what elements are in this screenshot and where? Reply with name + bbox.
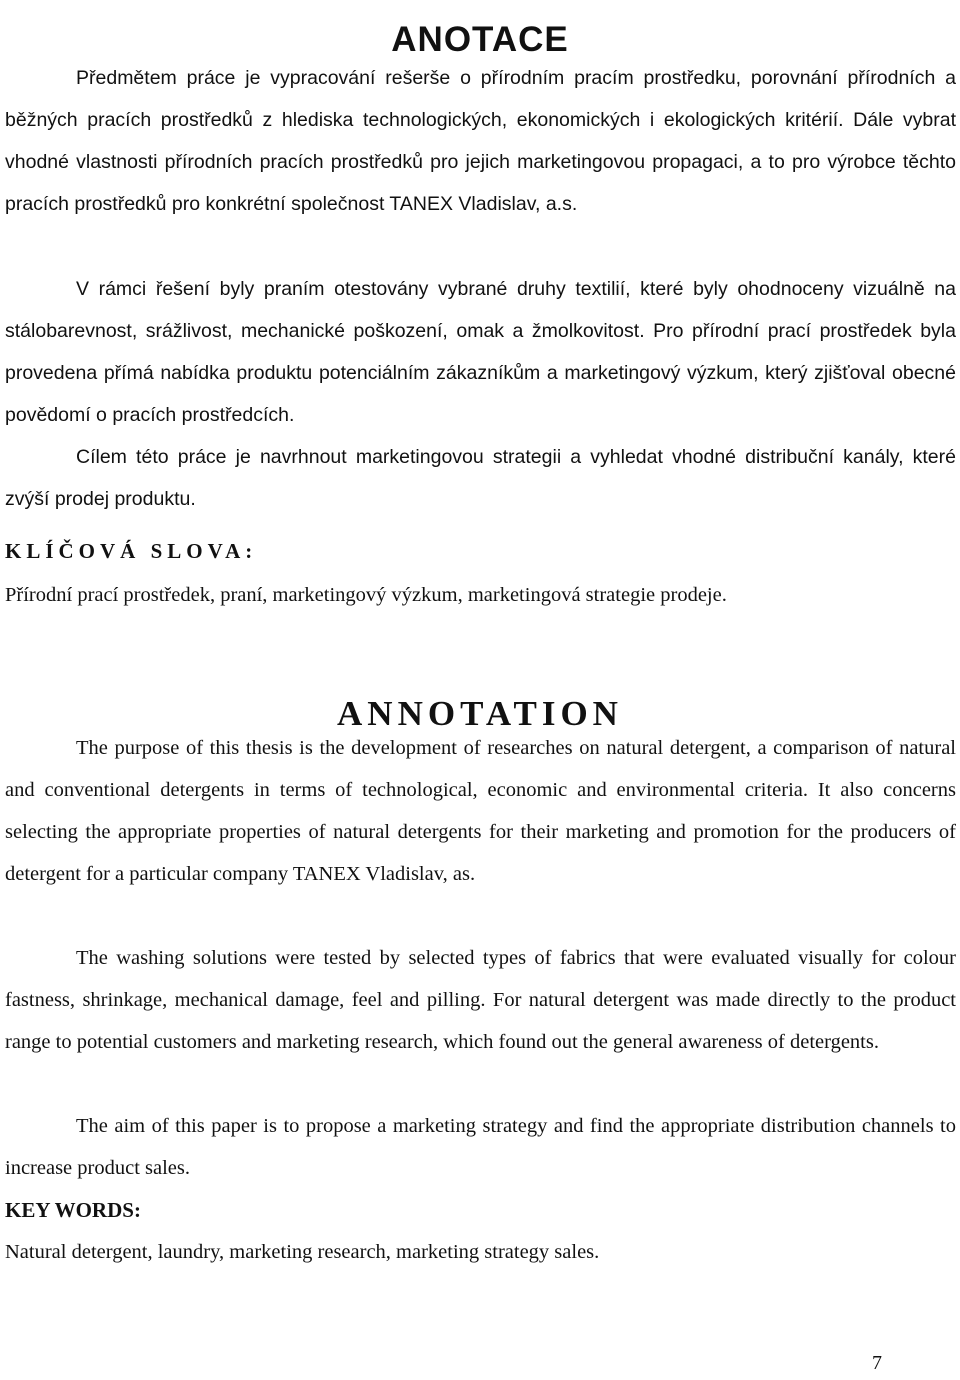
anotace-paragraph-2-block <box>5 268 956 436</box>
anotace-title: ANOTACE <box>391 20 569 60</box>
anotace-paragraph: Předmětem práce je vypracování rešerše o přírodním pracím prostředku, porovnání přírodních a běžných pracích prostředků z hlediska technologických, ekonomických i ekologických kritérií. Dále vybrat vhodné vlastnosti přírodních pracích prostředků pro jejich marketingovou propagaci, a to pro výrobce těchto pracích prostředků pro konkrétní společnost TANEX Vladislav, a.s. <box>5 67 956 215</box>
anotace-paragraph-3-block <box>5 436 956 520</box>
anotace-paragraph: Cílem této práce je navrhnout marketingovou strategii a vyhledat vhodné distribuční kanály, které zvýší prodej produktu. <box>5 446 956 510</box>
annotation-paragraph: The washing solutions were tested by selected types of fabrics that were evaluated visually for colour fastness, shrinkage, mechanical damage, feel and pilling. For natural detergent was made directly to the product range to potential customers and marketing research, which found out the general awareness of detergents. <box>5 947 956 1053</box>
anotace-paragraph-1-block <box>5 57 956 225</box>
keywords-en: Natural detergent, laundry, marketing research, marketing strategy sales. <box>5 1241 600 1263</box>
annotation-title: ANNOTATION <box>337 694 623 734</box>
annotation-paragraph-1-block <box>5 727 956 895</box>
annotation-paragraph: The aim of this paper is to propose a marketing strategy and find the appropriate distribution channels to increase product sales. <box>5 1115 956 1179</box>
keywords-heading-en: KEY WORDS: <box>5 1198 141 1222</box>
annotation-paragraph: The purpose of this thesis is the development of researches on natural detergent, a comparison of natural and conventional detergents in terms of technological, economic and environmental criteria. It also concerns selecting the appropriate properties of natural detergents for their marketing and promotion for the producers of detergent for a particular company TANEX Vladislav, as. <box>5 737 956 885</box>
anotace-paragraph: V rámci řešení byly praním otestovány vybrané druhy textilií, které byly ohodnoceny vizuálně na stálobarevnost, srážlivost, mechanické poškození, omak a žmolkovitost. Pro přírodní prací prostředek byla provedena přímá nabídka produktu potenciálním zákazníkům a marketingový výzkum, který zjišťoval obecné povědomí o pracích prostředcích. <box>5 278 956 426</box>
keywords-cz: Přírodní prací prostředek, praní, marketingový výzkum, marketingová strategie prodeje. <box>5 584 727 606</box>
page-number: 7 <box>872 1352 882 1374</box>
annotation-paragraph-3-block <box>5 1105 956 1189</box>
annotation-paragraph-2-block <box>5 937 956 1063</box>
keywords-heading-cz: KLÍČOVÁ SLOVA: <box>5 539 258 563</box>
